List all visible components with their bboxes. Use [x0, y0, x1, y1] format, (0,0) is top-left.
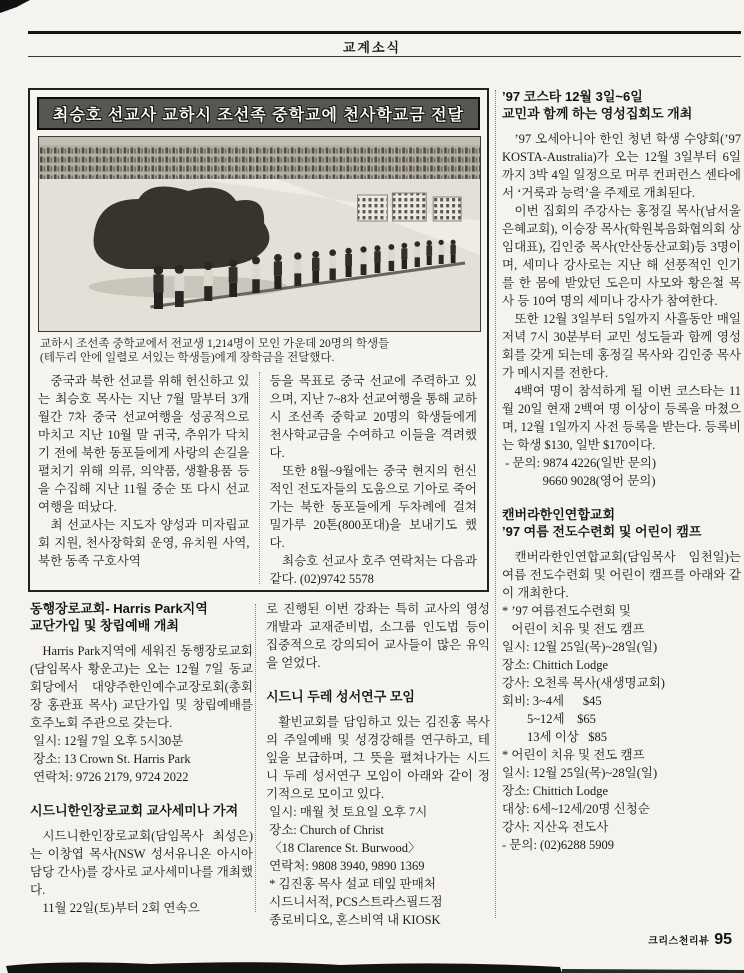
donghaeng-details [30, 732, 253, 786]
page-footer [612, 931, 732, 949]
detail-line: 강사: 지산옥 전도사 [502, 820, 609, 834]
column-divider-bottom [255, 604, 256, 912]
detail-line: * 김진홍 목사 설교 테잎 판매처 [266, 877, 436, 891]
detail-line: 장소: Church of Christ [266, 823, 384, 837]
paragraph: Harris Park지역에 세워진 동행장로교회(담임목사 황운고)는 오는 12월 7일 동교회당에서 대양주한인예수교장로회(총회장 홍관표 목사) 교단가입 및 창립예배를 호주노회 주관으로 갖는다. [30, 644, 253, 730]
detail-line: 연락처: 9808 3940, 9890 1369 [266, 859, 425, 873]
photo-caption [40, 337, 479, 365]
lead-headline: 최승호 선교사 교하시 조선족 중학교에 천사학교금 전달 [37, 97, 480, 130]
paragraph: 4백여 명이 참석하게 될 이번 코스타는 11월 20일 현재 2백여 명 이상이 등록을 마쳤으며, 12월 1일까지 사전 등록을 받는다. 등록비는 학생 $130, 일반 $170이다. [502, 384, 741, 452]
scan-artifact-corner [0, 0, 30, 13]
canberra-details [502, 602, 741, 854]
paragraph: 시드니한인장로교회(담임목사 최성은)는 이창엽 목사(NSW 성서유니온 아시아 담당 간사)를 강사로 교사세미나를 개최했다. [30, 829, 253, 897]
kosta-heading-line2: 교민과 함께 하는 영성집회도 개최 [502, 106, 693, 121]
detail-line: 장소: 13 Crown St. Harris Park [30, 752, 191, 766]
paragraph: 최 선교사는 지도자 양성과 미자립교회 지원, 천사장학회 운영, 유치원 사역, 북한 동족 구호사역 [38, 518, 250, 568]
detail-line: 회비: 3~4세 $45 [502, 694, 602, 708]
paragraph: 등을 목표로 중국 선교에 주력하고 있으며, 지난 7~8차 선교여행을 통해 교하시 조선족 중학교 20명의 학생들에게 천사학교금을 수여하고 이들을 격려했다. [269, 374, 477, 460]
bottom-middle-column [266, 600, 490, 929]
donghaeng-heading-line2: 교단가입 및 창립예배 개최 [30, 618, 179, 633]
detail-line: 어린이 치유 및 전도 캠프 [502, 622, 645, 636]
caption-line-1: 교하시 조선족 중학교에서 전교생 1,214명이 모인 가운데 20명의 학생들 [40, 338, 390, 350]
detail-line: * 어린이 치유 및 전도 캠프 [502, 748, 645, 762]
canberra-heading [502, 506, 741, 540]
paragraph: 캔버라한인연합교회(담임목사 임천일)는 여름 전도수련회 및 어린이 캠프를 아래와 같이 개최한다. [502, 550, 741, 600]
school-yard-photo [39, 137, 480, 331]
paragraph: 이번 집회의 주강사는 홍정길 목사(남서울은혜교회), 이승장 목사(학원복음화협의회 상임대표), 김인중 목사(안산동산교회)등 3명이며, 세미나 강사로는 지난 해 선풍적인 인기를 한 몸에 받았던 도은미 사모와 황은철 목사 등 10여 명의 세미나 강사가 참여한다. [502, 204, 741, 308]
lead-column-left [38, 372, 259, 584]
kosta-contact [502, 454, 741, 490]
detail-line: 일시: 12월 25일(목)~28일(일) [502, 640, 658, 654]
detail-line: 일시: 12월 7일 오후 5시30분 [30, 734, 184, 748]
paragraph: 또한 8월~9월에는 중국 현지의 헌신적인 전도자들의 도움으로 기아로 죽어가는 북한 동포들에게 두차례에 걸쳐 밀가루 20톤(800포대)을 보내기도 했다. [269, 464, 477, 550]
contact-line: 9660 9028(영어 문의) [502, 474, 656, 488]
paragraph: ’97 오세아니아 한인 청년 학생 수양회(’97 KOSTA-Australia)가 오는 12월 3일부터 6일까지 3박 4일 일정으로 머루 컨퍼런스 센타에서 ‘거룩과 능력’을 주제로 개최된다. [502, 132, 741, 200]
article-photo [38, 136, 481, 332]
contact-line: - 문의: 9874 4226(일반 문의) [502, 456, 657, 470]
lead-column-right [259, 372, 480, 584]
page-number: 95 [714, 931, 732, 948]
doorae-heading: 시드니 두레 성서연구 모임 [266, 689, 415, 704]
detail-line: 일시: 12월 25일(목)~28일(일) [502, 766, 658, 780]
paragraph: 또한 12월 3일부터 5일까지 사흘동안 매일 저녁 7시 30분부터 교민 성도들과 함께 영성회를 갖게 되는데 홍정길 목사와 김인중 목사가 메시지를 전한다. [502, 312, 741, 380]
detail-line: 시드니서적, PCS스트라스필드점 [266, 895, 443, 909]
donghaeng-heading [30, 600, 253, 634]
detail-line: 〈18 Clarence St. Burwood〉 [266, 841, 421, 855]
detail-line: 13세 이상 $85 [502, 730, 607, 744]
kosta-heading-line1: ’97 코스타 12월 3일~6일 [502, 89, 643, 104]
caption-line-2: (테두리 안에 일렬로 서있는 학생들)에게 장학금을 전달했다. [40, 352, 335, 364]
lead-article [28, 88, 489, 592]
detail-line: 대상: 6세~12세/20명 신청순 [502, 802, 650, 816]
masthead-rule [28, 56, 741, 57]
column-divider-main [495, 90, 496, 918]
right-column [502, 88, 741, 854]
paragraph: 활빈교회를 담임하고 있는 김진홍 목사의 주일예배 및 성경강해를 연구하고, 테잎을 보급하며, 그 뜻을 펼쳐나가는 시드니 두레 성서연구 모임이 아래와 같이 정기적으로 모이고 있다. [266, 715, 490, 801]
detail-line: 장소: Chittich Lodge [502, 658, 609, 672]
bottom-left-column [30, 600, 253, 917]
detail-line: - 문의: (02)6288 5909 [502, 838, 614, 852]
canberra-heading-line2: ’97 여름 전도수련회 및 어린이 캠프 [502, 524, 702, 539]
top-rule [28, 31, 741, 34]
paragraph: 로 진행된 이번 강좌는 특히 교사의 영성개발과 교재준비법, 소그룹 인도법 등이 집중적으로 강의되어 교사들이 많은 유익을 얻었다. [266, 602, 490, 670]
paragraph: 최승호 선교사 호주 연락처는 다음과 같다. (02)9742 5578 [269, 554, 477, 586]
detail-line: 일시: 매월 첫 토요일 오후 7시 [266, 805, 428, 819]
detail-line: 5~12세 $65 [502, 712, 596, 726]
scan-artifact-bottom-edge [0, 959, 744, 973]
canberra-heading-line1: 캔버라한인연합교회 [502, 507, 616, 522]
paragraph: 중국과 북한 선교를 위해 헌신하고 있는 최승호 목사는 지난 7월 말부터 3개월간 7차 중국 선교여행을 성공적으로 마치고 지난 10월 말 귀국, 추위가 닥치기 전에 북한 동포들에게 사랑의 손길을 펼치기 위해 의류, 의약품, 생활용품 등을 수집해 지난 11월 중순 또 다시 선교 여행을 떠났다. [38, 374, 250, 514]
seminar-heading: 시드니한인장로교회 교사세미나 가져 [30, 803, 239, 818]
detail-line: 종로비디오, 혼스비역 내 KIOSK [266, 913, 441, 927]
donghaeng-heading-line1: 동행장로교회- Harris Park지역 [30, 601, 208, 616]
section-title: 교계소식 [342, 40, 402, 55]
detail-line: 강사: 오천록 목사(새생명교회) [502, 676, 665, 690]
kosta-heading [502, 88, 741, 122]
lead-body [38, 372, 479, 584]
doorae-details [266, 803, 490, 929]
detail-line: 연락처: 9726 2179, 9724 2022 [30, 770, 189, 784]
detail-line: 장소: Chittich Lodge [502, 784, 609, 798]
detail-line: * ’97 여름전도수련회 및 [502, 604, 631, 618]
publication-name: 크리스천리뷰 [648, 936, 710, 947]
paragraph: 11월 22일(토)부터 2회 연속으 [42, 901, 200, 915]
